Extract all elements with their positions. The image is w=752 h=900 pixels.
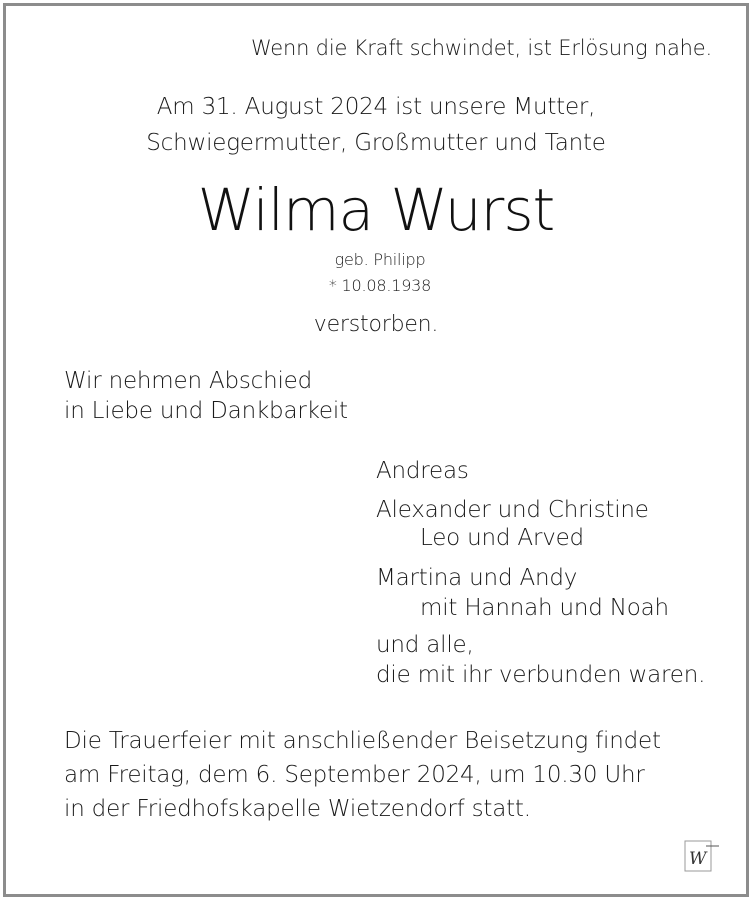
died-text: verstorben. xyxy=(313,312,439,337)
mourner-line: und alle, xyxy=(376,632,474,658)
mourner-line: Alexander und Christine xyxy=(376,497,649,523)
service-line-2: am Freitag, dem 6. September 2024, um 10.30 Uhr xyxy=(64,762,645,788)
farewell-line-1: Wir nehmen Abschied xyxy=(64,368,313,394)
mourner-line: Andreas xyxy=(376,458,469,484)
service-line-3: in der Friedhofskapelle Wietzendorf statt. xyxy=(64,796,531,822)
motto: Wenn die Kraft schwindet, ist Erlösung nahe. xyxy=(250,36,712,60)
mourner-line: die mit ihr verbunden waren. xyxy=(376,662,706,688)
farewell-line-2: in Liebe und Dankbarkeit xyxy=(64,398,348,424)
maiden-name: geb. Philipp xyxy=(334,250,426,269)
birth-date: * 10.08.1938 xyxy=(328,276,432,295)
mourner-line: mit Hannah und Noah xyxy=(420,595,669,621)
svg-text:W: W xyxy=(689,849,707,869)
publisher-logo-icon xyxy=(684,840,720,874)
intro-line-2: Schwiegermutter, Großmutter und Tante xyxy=(146,130,606,156)
intro-line-1: Am 31. August 2024 ist unsere Mutter, xyxy=(156,94,596,120)
service-line-1: Die Trauerfeier mit anschließender Beisetzung findet xyxy=(64,728,661,754)
mourner-line: Martina und Andy xyxy=(376,565,578,591)
deceased-name: Wilma Wurst xyxy=(197,176,555,244)
mourner-line: Leo und Arved xyxy=(420,525,584,551)
